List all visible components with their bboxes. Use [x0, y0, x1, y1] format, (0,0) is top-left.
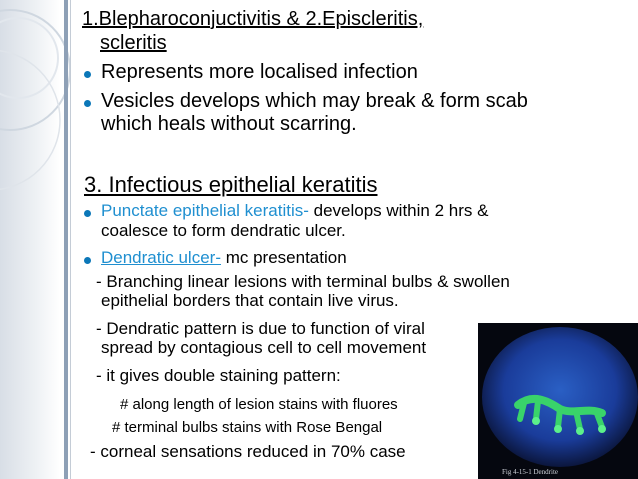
- decorative-vertical-line: [64, 0, 68, 479]
- bullet-text-rest: mc presentation: [221, 248, 347, 267]
- heading-2: 3. Infectious epithelial keratitis: [84, 172, 378, 197]
- highlight-term: Punctate epithelial keratitis-: [101, 201, 309, 220]
- heading-1-line-2: scleritis: [100, 32, 167, 54]
- bullet-text-continued: coalesce to form dendratic ulcer.: [101, 221, 346, 240]
- decorative-swirl: [0, 0, 70, 479]
- highlight-term: Dendratic ulcer-: [101, 248, 221, 267]
- detail-subpoint: # along length of lesion stains with fluores: [120, 396, 398, 413]
- detail-line: - corneal sensations reduced in 70% case: [90, 442, 406, 461]
- detail-line: - it gives double staining pattern:: [96, 366, 341, 385]
- bullet-text: [101, 248, 347, 268]
- eye-image: [478, 323, 638, 479]
- bullet-text-continued: which heals without scarring.: [101, 113, 357, 135]
- clinical-photo-dendritic-ulcer: [478, 323, 638, 479]
- bullet-text: Vesicles develops which may break & form scab: [101, 90, 528, 112]
- heading-1-line-1: 1.Blepharoconjuctivitis & 2.Episcleritis,: [82, 8, 424, 30]
- bullet-dot: [84, 71, 91, 78]
- decorative-vertical-line-thin: [70, 0, 71, 479]
- detail-line: - Branching linear lesions with terminal bulbs & swollen: [96, 272, 510, 291]
- bullet-text: [101, 201, 488, 221]
- detail-line-continued: spread by contagious cell to cell movement: [101, 338, 427, 357]
- bullet-dot: [84, 100, 91, 107]
- figure-caption: Fig 4-15-1 Dendrite: [502, 468, 558, 476]
- bullet-dot: [84, 210, 91, 217]
- bullet-dot: [84, 257, 91, 264]
- detail-line-continued: epithelial borders that contain live virus.: [101, 291, 399, 310]
- bullet-text-rest: develops within 2 hrs &: [308, 201, 489, 220]
- bullet-text: Represents more localised infection: [101, 61, 418, 83]
- detail-line: - Dendratic pattern is due to function of viral: [96, 319, 425, 338]
- detail-subpoint: # terminal bulbs stains with Rose Bengal: [112, 419, 383, 436]
